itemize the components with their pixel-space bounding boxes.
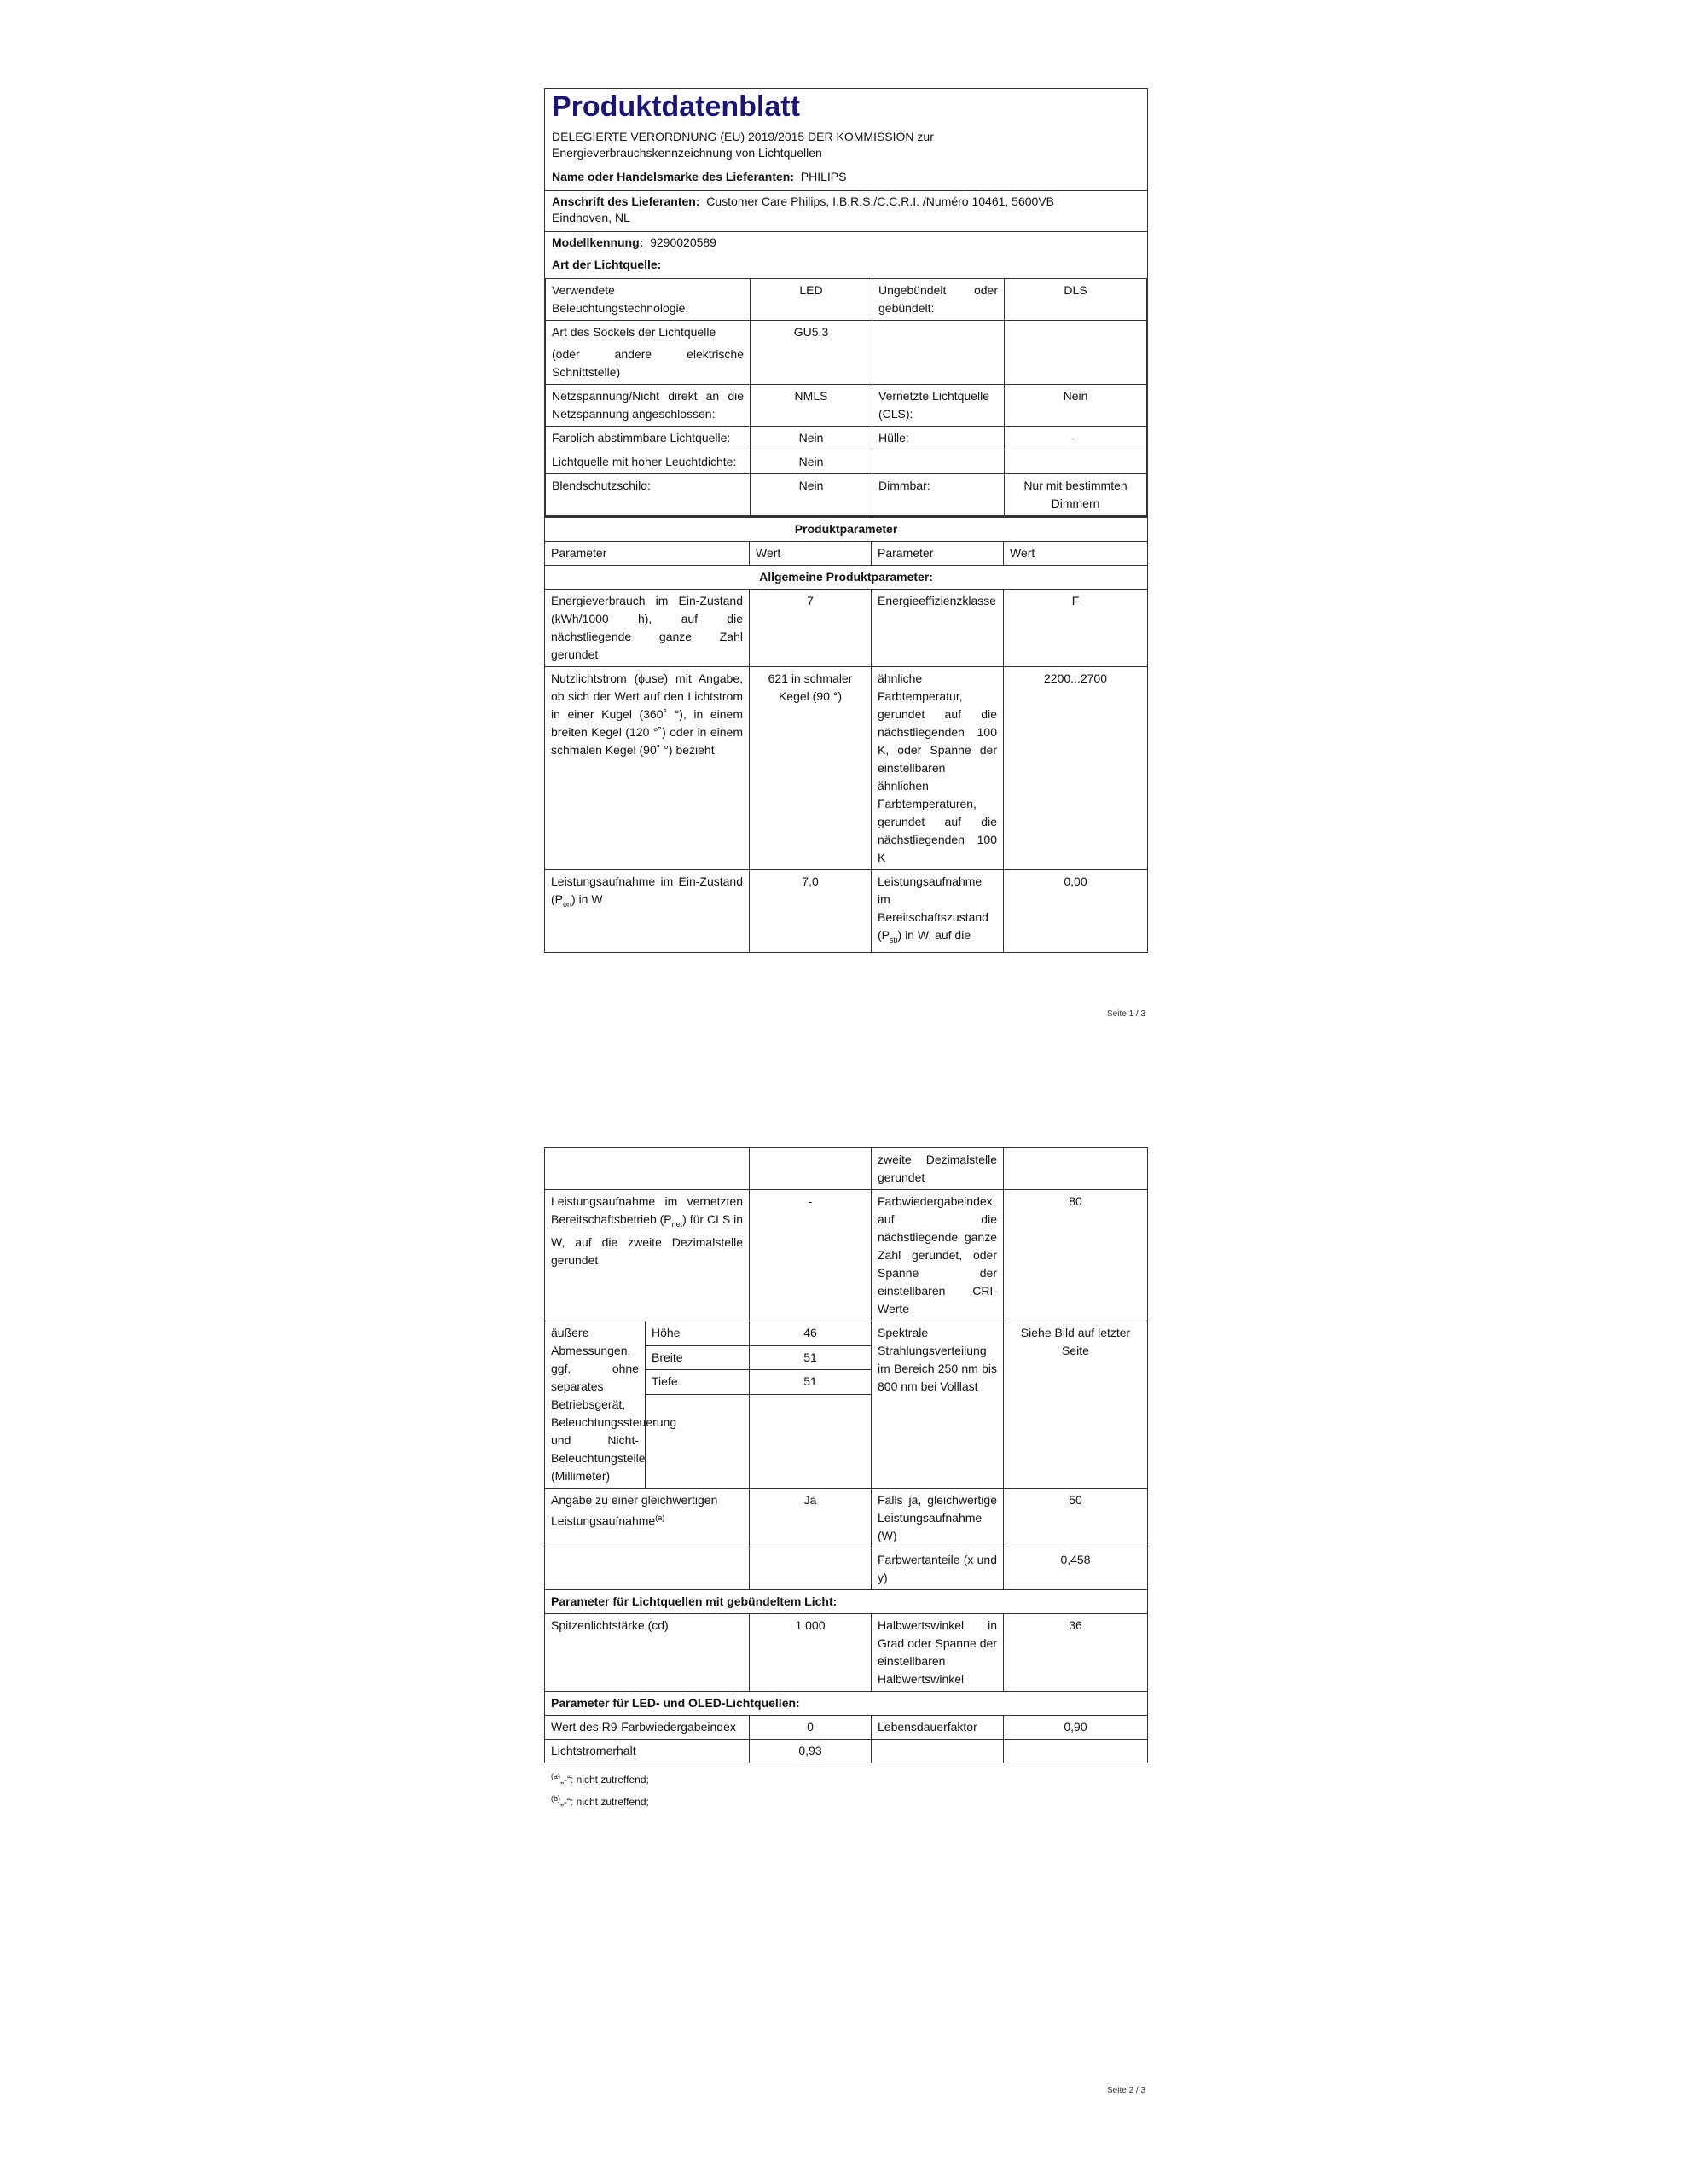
- table-cell: 51: [750, 1345, 872, 1370]
- table-cell: 0,00: [1004, 870, 1148, 953]
- table-row: [546, 385, 1147, 427]
- table-cell: LED: [751, 279, 872, 321]
- table-cell: [872, 450, 1005, 474]
- table-cell: Nutzlichtstrom (ɸuse) mit Angabe, ob sich der Wert auf den Lichtstrom in einer Kugel (360˚ °), in einem breiten Kegel (120 °˚) oder in einem schmalen Kegel (90˚ °) bezieht: [545, 667, 750, 870]
- cell-text: ) für CLS in W, auf die zweite Dezimalstelle gerundet: [551, 1212, 743, 1267]
- table-cell: Vernetzte Lichtquelle (CLS):: [872, 385, 1005, 427]
- page-1: [544, 88, 1148, 1019]
- cell-text: ) in W, auf die: [897, 928, 971, 942]
- table-cell: Siehe Bild auf letzter Seite: [1004, 1321, 1148, 1489]
- table-cell: Lichtstromerhalt: [545, 1740, 750, 1763]
- table-cell: 7: [750, 590, 872, 667]
- footnote-mark: (a): [551, 1772, 560, 1780]
- table-cell: [545, 870, 750, 953]
- table-cell: [1005, 321, 1147, 385]
- table-cell: [1004, 1148, 1148, 1190]
- table-row: [545, 1321, 1148, 1346]
- table-row: [545, 1489, 1148, 1548]
- table-cell: [750, 1148, 872, 1190]
- column-header: Wert: [750, 542, 872, 566]
- table-cell: zweite Dezimalstelle gerundet: [872, 1148, 1004, 1190]
- section-heading: Parameter für Lichtquellen mit gebündeltem Licht:: [545, 1590, 1148, 1614]
- regulation-line-1: DELEGIERTE VERORDNUNG (EU) 2019/2015 DER KOMMISSION zur: [552, 130, 934, 143]
- superscript: (a): [655, 1513, 665, 1522]
- table-cell: Energieeffizienzklasse: [872, 590, 1004, 667]
- table-row: [545, 1548, 1148, 1590]
- regulation-line-2: Energieverbrauchskennzeichnung von Lichtquellen: [552, 146, 822, 160]
- table-cell: Tiefe: [646, 1370, 750, 1395]
- table-cell: -: [750, 1190, 872, 1321]
- table-cell: Farblich abstimmbare Lichtquelle:: [546, 427, 751, 450]
- table-cell: [872, 870, 1004, 953]
- table-cell: Dimmbar:: [872, 474, 1005, 516]
- page-number: Seite 1 / 3: [1107, 1009, 1146, 1019]
- cell-text: Leistungsaufnahme im Bereitschaftszustand (P: [878, 874, 988, 942]
- table-cell: 0,90: [1004, 1716, 1148, 1740]
- table-cell: 2200...2700: [1004, 667, 1148, 870]
- table-cell: Nein: [751, 474, 872, 516]
- table-cell: [750, 1395, 872, 1489]
- cell-text: Angabe zu einer gleichwertigen Leistungsaufnahme: [551, 1493, 718, 1528]
- section-heading: Produktparameter: [545, 518, 1148, 542]
- table-cell: 0,93: [750, 1740, 872, 1763]
- page-title: Produktdatenblatt: [552, 90, 800, 123]
- regulation-text: [545, 124, 1147, 164]
- table-cell: Breite: [646, 1345, 750, 1370]
- table-row: [545, 1614, 1148, 1692]
- table-cell: Lichtquelle mit hoher Leuchtdichte:: [546, 450, 751, 474]
- footnote-a: [544, 1767, 1148, 1789]
- table-row: [545, 566, 1148, 590]
- cell-text: Art des Sockels der Lichtquelle: [552, 325, 716, 339]
- table-cell: 51: [750, 1370, 872, 1395]
- table-cell: [546, 321, 751, 385]
- table-cell: [646, 1395, 750, 1489]
- table-cell: [545, 1489, 750, 1548]
- table-cell: Farbwertanteile (x und y): [872, 1548, 1004, 1590]
- model-label: Modellkennung:: [552, 235, 644, 249]
- table-cell: F: [1004, 590, 1148, 667]
- table-cell: 80: [1004, 1190, 1148, 1321]
- column-header: Parameter: [872, 542, 1004, 566]
- table-cell: Spitzenlichtstärke (cd): [545, 1614, 750, 1692]
- table-cell: 0,458: [1004, 1548, 1148, 1590]
- table-row: [545, 1692, 1148, 1716]
- subscript: sb: [890, 935, 898, 944]
- footnote-text: „-“: nicht zutreffend;: [560, 1774, 649, 1786]
- light-source-type-label: Art der Lichtquelle:: [552, 258, 662, 271]
- table-cell: 0: [750, 1716, 872, 1740]
- table-cell: Wert des R9-Farbwiedergabeindex: [545, 1716, 750, 1740]
- supplier-name: PHILIPS: [800, 170, 847, 183]
- table-row: [545, 590, 1148, 667]
- model-row: [545, 231, 1147, 253]
- table-cell: Nein: [1005, 385, 1147, 427]
- supplier-address-line-2: Eindhoven, NL: [552, 211, 630, 224]
- table-cell: Nein: [751, 427, 872, 450]
- table-row: [545, 518, 1148, 542]
- page-2: [544, 1147, 1148, 2095]
- footnote-b: [544, 1789, 1148, 1811]
- table-row: [545, 1716, 1148, 1740]
- supplier-address-line-1: Customer Care Philips, I.B.R.S./C.C.R.I. /Numéro 10461, 5600VB: [706, 195, 1054, 208]
- table-cell: Lebensdauerfaktor: [872, 1716, 1004, 1740]
- table-header-row: [545, 542, 1148, 566]
- cell-text: Leistungsaufnahme im Ein-Zustand (P: [551, 874, 743, 906]
- table-cell: Farbwiedergabeindex, auf die nächstliegende ganze Zahl gerundet, oder Spanne der einstellbaren CRI-Werte: [872, 1190, 1004, 1321]
- footnotes: [544, 1767, 1148, 1811]
- table-cell: äußere Abmessungen, ggf. ohne separates Betriebsgerät, Beleuchtungssteuerung und Nicht-Beleuchtungsteile (Millimeter): [545, 1321, 646, 1489]
- footnote-mark: (b): [551, 1794, 560, 1803]
- table-row: [546, 474, 1147, 516]
- cell-text: ) in W: [571, 892, 603, 906]
- table-row: [545, 1590, 1148, 1614]
- table-cell: 621 in schmaler Kegel (90 °): [750, 667, 872, 870]
- table-cell: [750, 1548, 872, 1590]
- table-cell: 1 000: [750, 1614, 872, 1692]
- cell-text: Leistungsaufnahme im vernetzten Bereitschaftsbetrieb (P: [551, 1194, 743, 1226]
- section-heading: Parameter für LED- und OLED-Lichtquellen:: [545, 1692, 1148, 1716]
- table-cell: Nur mit bestimmten Dimmern: [1005, 474, 1147, 516]
- table-cell: [872, 321, 1005, 385]
- table-row: [546, 321, 1147, 385]
- table-cell: -: [1005, 427, 1147, 450]
- product-parameters-table: [544, 517, 1148, 953]
- table-row: [545, 870, 1148, 953]
- table-cell: ähnliche Farbtemperatur, gerundet auf die nächstliegenden 100 K, oder Spanne der einstellbaren ähnlichen Farbtemperaturen, gerundet auf die nächstliegenden 100 K: [872, 667, 1004, 870]
- table-row: [545, 1740, 1148, 1763]
- supplier-address-label: Anschrift des Lieferanten:: [552, 195, 700, 208]
- table-cell: DLS: [1005, 279, 1147, 321]
- table-cell: Höhe: [646, 1321, 750, 1346]
- table-cell: Blendschutzschild:: [546, 474, 751, 516]
- table-cell: 36: [1004, 1614, 1148, 1692]
- light-source-type-table: [545, 278, 1147, 516]
- datasheet-header: [544, 88, 1148, 517]
- table-cell: 50: [1004, 1489, 1148, 1548]
- table-cell: Ungebündelt oder gebündelt:: [872, 279, 1005, 321]
- table-cell: Energieverbrauch im Ein-Zustand (kWh/1000 h), auf die nächstliegende ganze Zahl gerundet: [545, 590, 750, 667]
- model-id: 9290020589: [650, 235, 716, 249]
- supplier-name-row: [545, 164, 1147, 190]
- supplier-address-row: [545, 190, 1147, 231]
- table-cell: Nein: [751, 450, 872, 474]
- table-cell: Ja: [750, 1489, 872, 1548]
- table-row: [545, 1190, 1148, 1321]
- product-parameters-table-continued: [544, 1147, 1148, 1763]
- table-cell: 46: [750, 1321, 872, 1346]
- table-cell: [1005, 450, 1147, 474]
- table-cell: Spektrale Strahlungsverteilung im Bereich 250 nm bis 800 nm bei Volllast: [872, 1321, 1004, 1489]
- table-cell: [872, 1740, 1004, 1763]
- table-cell: [545, 1548, 750, 1590]
- table-cell: 7,0: [750, 870, 872, 953]
- table-row: [546, 450, 1147, 474]
- footnote-text: „-“: nicht zutreffend;: [560, 1796, 649, 1808]
- table-cell: Falls ja, gleichwertige Leistungsaufnahme (W): [872, 1489, 1004, 1548]
- table-cell: [545, 1190, 750, 1321]
- table-cell: GU5.3: [751, 321, 872, 385]
- table-cell: NMLS: [751, 385, 872, 427]
- cell-text: (oder andere elektrische Schnittstelle): [552, 347, 744, 379]
- column-header: Parameter: [545, 542, 750, 566]
- column-header: Wert: [1004, 542, 1148, 566]
- table-row: [546, 279, 1147, 321]
- table-cell: Netzspannung/Nicht direkt an die Netzspannung angeschlossen:: [546, 385, 751, 427]
- table-row: [545, 1148, 1148, 1190]
- table-cell: Halbwertswinkel in Grad oder Spanne der einstellbaren Halbwertswinkel: [872, 1614, 1004, 1692]
- table-cell: [545, 1148, 750, 1190]
- page-number: Seite 2 / 3: [1107, 2086, 1146, 2095]
- subscript: on: [563, 899, 572, 909]
- table-row: [546, 427, 1147, 450]
- section-heading: Allgemeine Produktparameter:: [545, 566, 1148, 590]
- table-row: [545, 667, 1148, 870]
- supplier-name-label: Name oder Handelsmarke des Lieferanten:: [552, 170, 794, 183]
- table-cell: Verwendete Beleuchtungstechnologie:: [546, 279, 751, 321]
- table-cell: Hülle:: [872, 427, 1005, 450]
- table-cell: [1004, 1740, 1148, 1763]
- subscript: net: [671, 1219, 683, 1228]
